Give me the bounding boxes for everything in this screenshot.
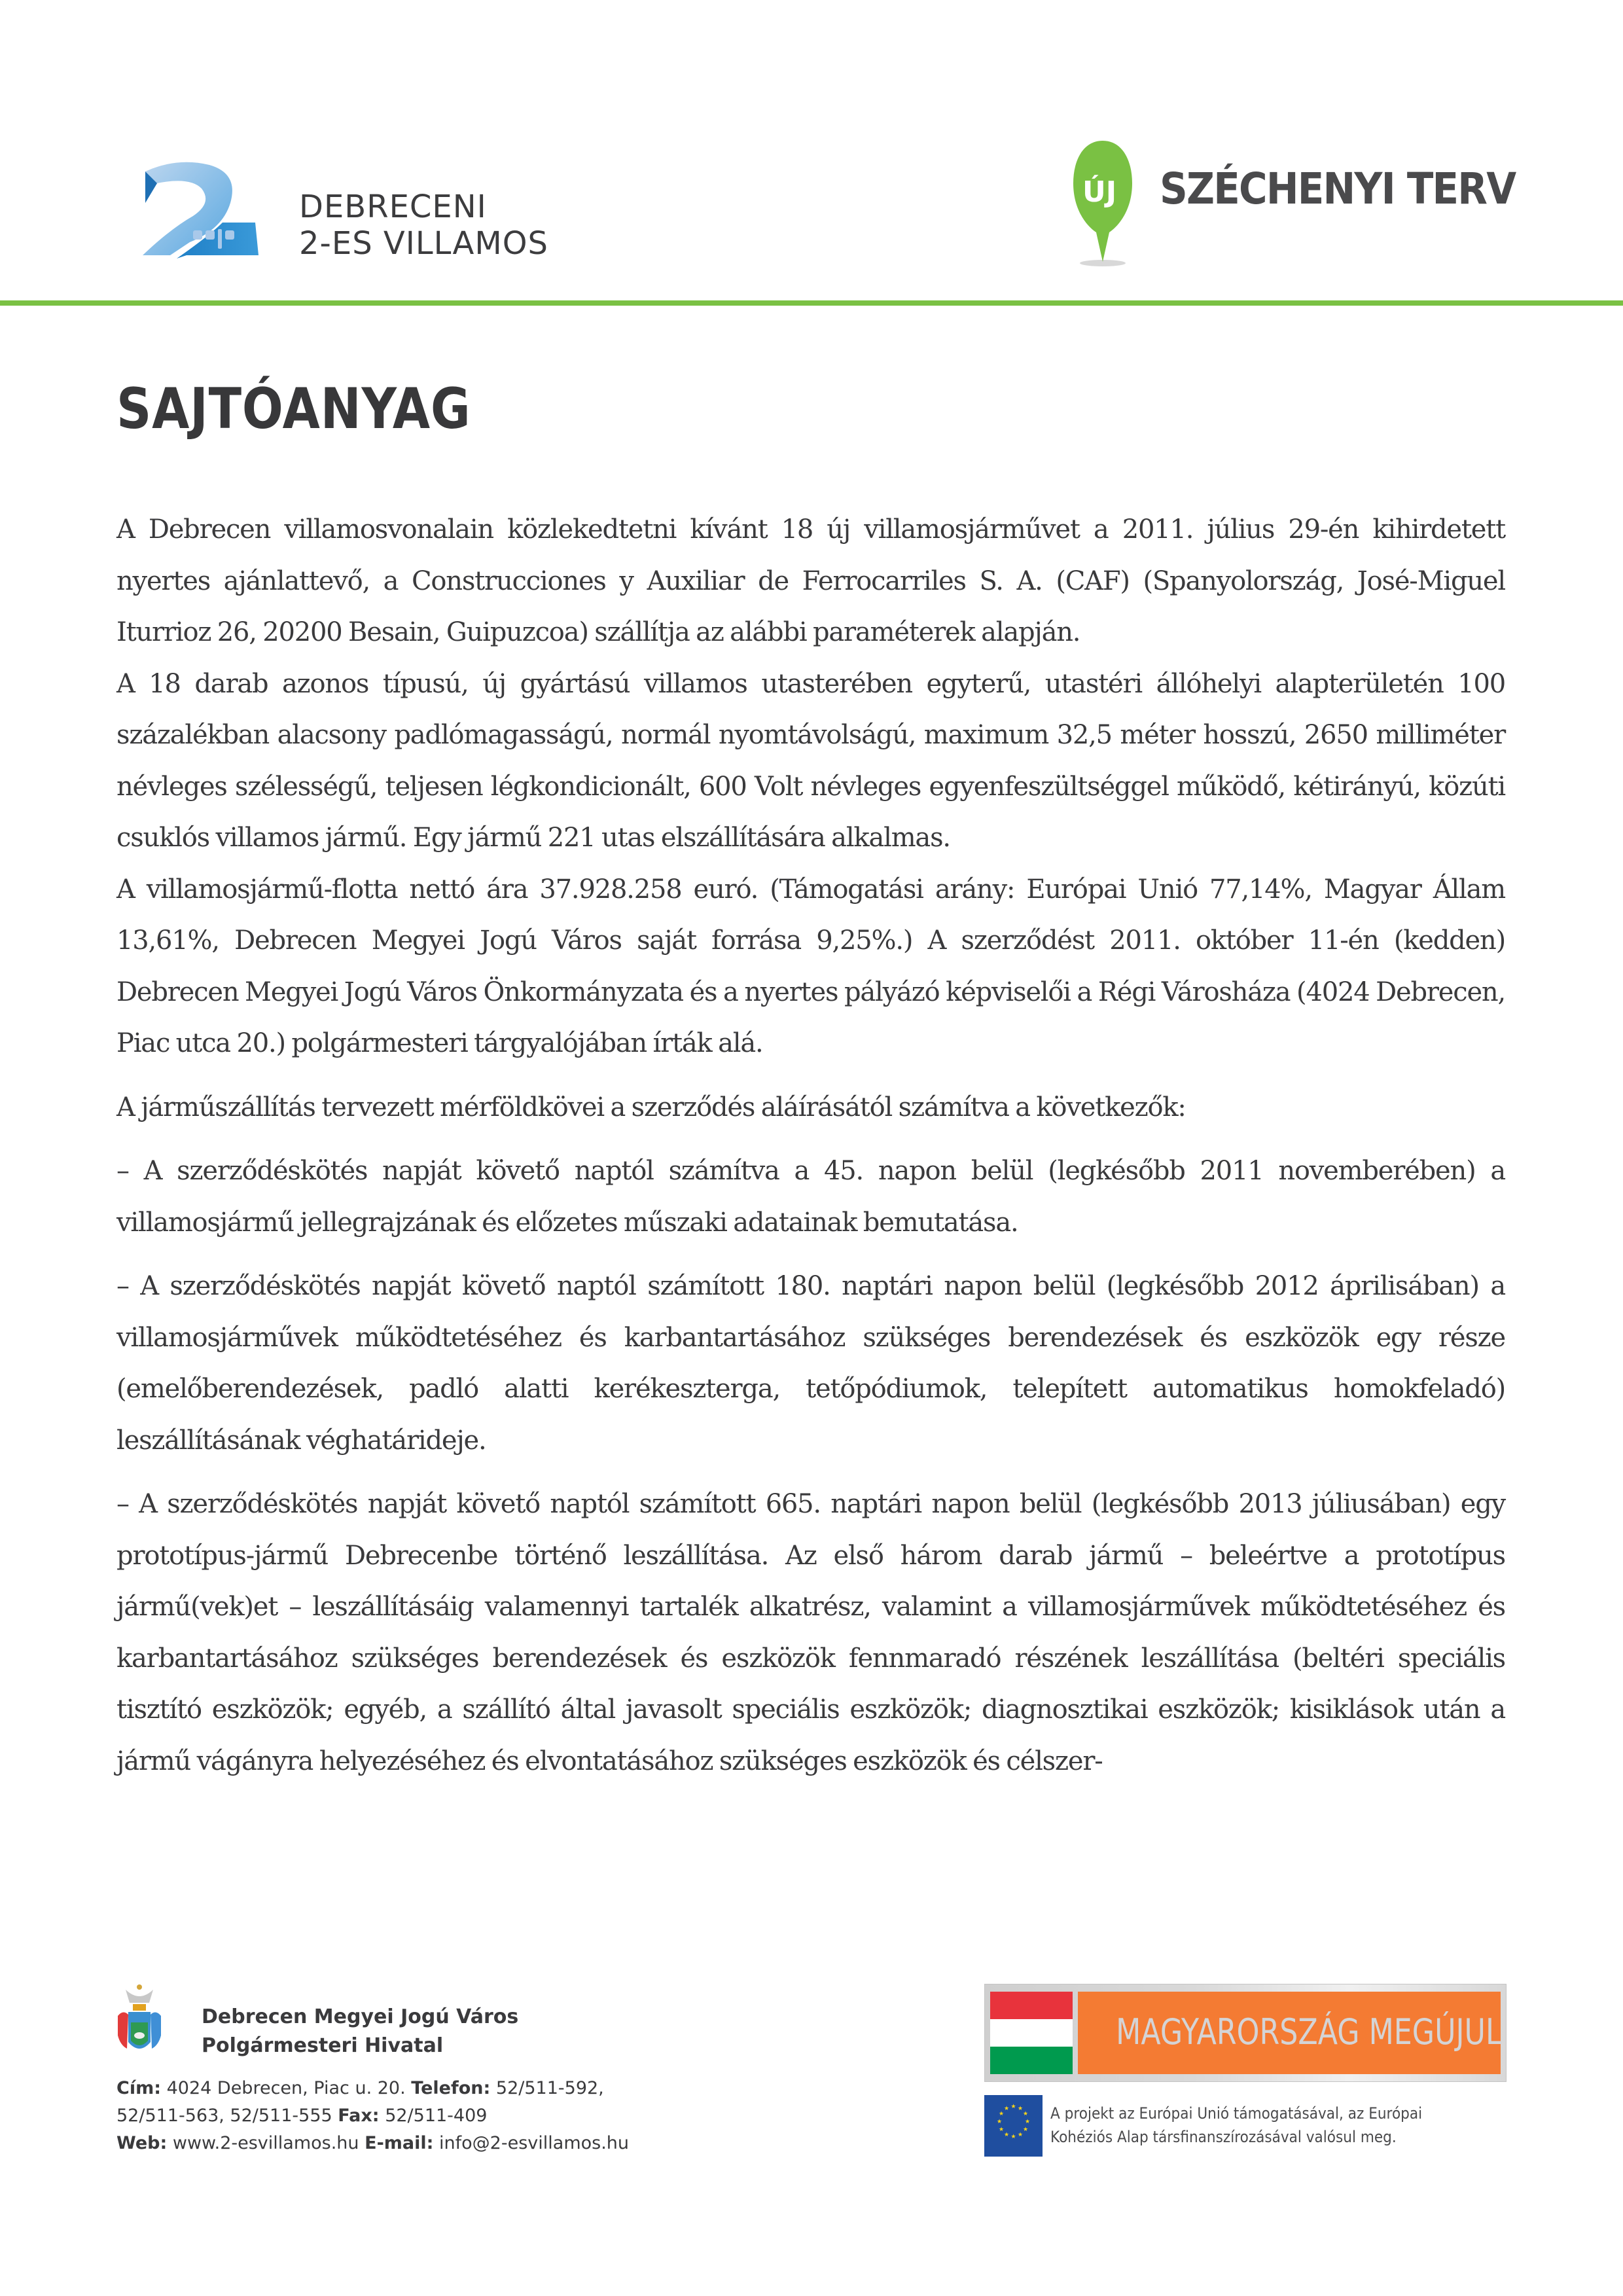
org-line-1: Debrecen Megyei Jogú Város	[202, 2005, 519, 2028]
svg-text:★: ★	[1017, 2132, 1024, 2138]
paragraph-milestones-intro: A járműszállítás tervezett mérföldkövei a szerződés aláírásától számítva a következők:	[116, 1092, 1186, 1122]
org-line-2: Polgármesteri Hivatal	[202, 2034, 444, 2057]
footer-contact-block	[116, 1983, 705, 2166]
phone-value-1: 52/511-592,	[495, 2078, 604, 2098]
paragraph-specs: A 18 darab azonos típusú, új gyártású villamos utasterében egyterű, utastéri állóhelyi alapterületén 100 százalékban alacsony padlómagasságú, normál nyomtávolságú, maximum 32,5 méter hosszú, 2650 milliméter névleges szélességű, teljesen légkondicionált, 600 Volt névleges egyenfeszültséggel működő, kétirányú, közúti csuklós villamos jármű. Egy jármű 221 utas elszállítására alkalmas.	[116, 668, 1505, 853]
banner-text: MAGYARORSZÁG MEGÚJUL	[1116, 2011, 1502, 2053]
email-label: E-mail:	[365, 2133, 434, 2153]
hungarian-flag-icon	[990, 1992, 1073, 2074]
number-two-tram-icon	[131, 157, 262, 262]
debreceni-villamos-logo	[131, 157, 602, 268]
logo-wordmark	[299, 188, 548, 262]
header-divider	[0, 300, 1623, 306]
eu-funding-note	[1050, 2102, 1422, 2149]
address-value: 4024 Debrecen, Piac u. 20.	[166, 2078, 406, 2098]
paragraph-intro: A Debrecen villamosvonalain közlekedtetni kívánt 18 új villamosjárművet a 2011. július 29-én kihirdetett nyertes ajánlattevő, a Construcciones y Auxiliar de Ferrocarriles S. A. (CAF) (Spanyolország, José-Miguel Iturrioz 26, 20200 Besain, Guipuzcoa) szállítja az alábbi paraméterek alapján.	[116, 514, 1505, 647]
svg-text:★: ★	[1003, 2132, 1010, 2138]
web-label: Web:	[116, 2133, 168, 2153]
milestone-item: – A szerződéskötés napját követő naptól számított 180. naptári napon belül (legkésőbb 2012 áprilisában) a villamosjárművek működtetéséhez és karbantartásához szükséges berendezések és eszközök egy része (emelőberendezések, padló alatti kerékeszterga, tetőpódiumok, telepített automatikus homokfeladó) leszállításának véghatárideje.	[116, 1271, 1505, 1456]
uj-szechenyi-terv-logo	[1054, 137, 1525, 281]
milestone-item: – A szerződéskötés napját követő naptól számítva a 45. napon belül (legkésőbb 2011 novemberében) a villamosjármű jellegrajzának és előzetes műszaki adatainak bemutatása.	[116, 1156, 1505, 1238]
svg-text:★: ★	[1022, 2111, 1029, 2117]
phone-value-2: 52/511-563, 52/511-555	[116, 2106, 332, 2126]
coat-of-arms-icon	[116, 1983, 162, 2062]
fax-value: 52/511-409	[385, 2106, 488, 2126]
svg-text:★: ★	[1022, 2126, 1029, 2133]
svg-text:★: ★	[1003, 2106, 1010, 2112]
web-link[interactable]: www.2-esvillamos.hu	[172, 2133, 359, 2153]
logo-line-2: 2-ES VILLAMOS	[299, 225, 548, 262]
eu-note-line-1: A projekt az Európai Unió támogatásával, az Európai	[1050, 2104, 1423, 2123]
banner-orange-panel	[1078, 1992, 1501, 2074]
contact-details	[116, 2075, 629, 2157]
svg-text:★: ★	[998, 2126, 1005, 2133]
press-release-body	[116, 504, 1505, 1787]
paragraph-price: A villamosjármű-flotta nettó ára 37.928.258 euró. (Támogatási arány: Európai Unió 77,14%, Magyar Állam 13,61%, Debrecen Megyei Jogú Város saját forrása 9,25%.) A szerződést 2011. október 11-én (kedden) Debrecen Megyei Jogú Város Önkormányzata és a nyertes pályázó képviselői a Régi Városháza (4024 Debrecen, Piac utca 20.) polgármesteri tárgyalójában írták alá.	[116, 874, 1505, 1058]
organization-name	[202, 2003, 518, 2060]
svg-text:★: ★	[1010, 2104, 1016, 2110]
logo-line-1: DEBRECENI	[299, 188, 487, 225]
svg-text:★: ★	[996, 2119, 1003, 2125]
phone-label: Telefon:	[411, 2078, 491, 2098]
magyarorszag-megujul-banner	[984, 1984, 1507, 2082]
svg-text:★: ★	[1017, 2106, 1024, 2112]
email-link[interactable]: info@2-esvillamos.hu	[439, 2133, 630, 2153]
svg-text:★: ★	[1010, 2134, 1016, 2140]
fax-label: Fax:	[338, 2106, 380, 2126]
szechenyi-wordmark: SZÉCHENYI TERV	[1160, 164, 1516, 214]
eu-flag-icon	[984, 2095, 1043, 2157]
milestone-item: – A szerződéskötés napját követő naptól számított 665. naptári napon belül (legkésőbb 2013 júliusában) egy prototípus-jármű Debrecenbe történő leszállítása. Az első három darab jármű – beleértve a prototípus jármű(vek)et – leszállításáig valamennyi tartalék alkatrész, valamint a villamosjárművek működtetéséhez és karbantartásához szükséges berendezések és eszközök fennmaradó részének leszállítása (beltéri speciális tisztító eszközök; egyéb, a szállító által javasolt speciális eszközök; diagnosztikai eszközök; kisiklások után a jármű vágányra helyezéséhez és elvontatásához szükséges eszközök és célszer-	[116, 1489, 1505, 1776]
address-label: Cím:	[116, 2078, 162, 2098]
page-title: SAJTÓANYAG	[116, 376, 471, 442]
svg-text:★: ★	[998, 2111, 1005, 2117]
eu-note-line-2: Kohéziós Alap társfinanszírozásával valósul meg.	[1050, 2128, 1397, 2146]
svg-text:★: ★	[1024, 2119, 1031, 2125]
pin-label: ÚJ	[1082, 175, 1117, 209]
